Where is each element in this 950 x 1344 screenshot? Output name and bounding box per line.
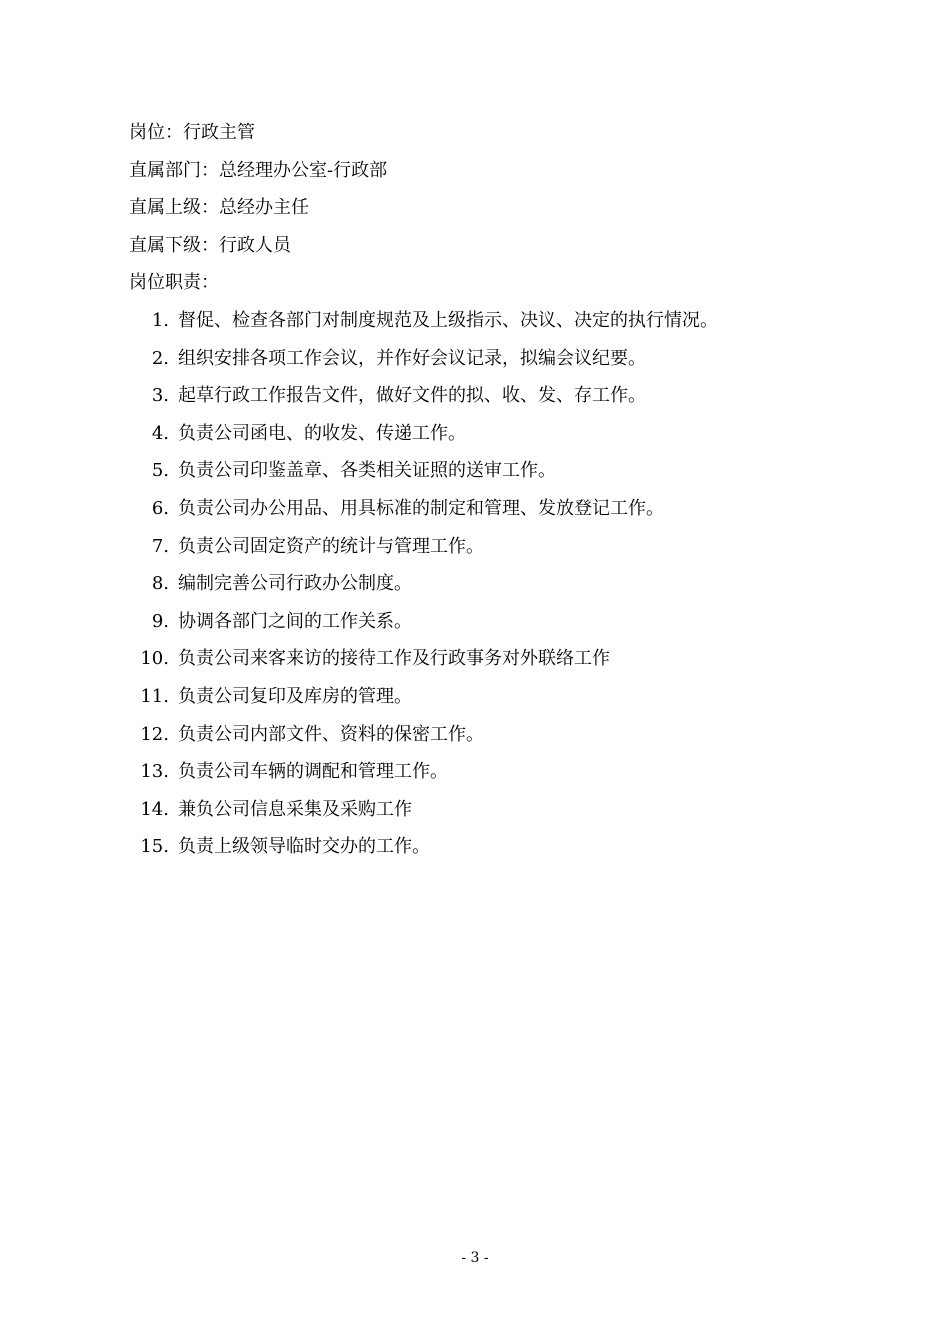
duty-item — [129, 415, 849, 453]
department-line: 直属部门：总经理办公室-行政部 — [129, 159, 388, 181]
duty-item — [129, 490, 849, 528]
duty-text: 负责公司复印及库房的管理。 — [178, 685, 412, 707]
document-body — [129, 114, 849, 866]
duty-item — [129, 565, 849, 603]
duty-item — [129, 791, 849, 829]
duty-number: 13. — [140, 761, 169, 783]
duty-text: 负责公司来客来访的接待工作及行政事务对外联络工作 — [178, 648, 610, 670]
duty-text: 负责公司印鉴盖章、各类相关证照的送审工作。 — [178, 460, 556, 482]
duty-number: 6. — [151, 497, 169, 519]
duty-item — [129, 678, 849, 716]
duty-number: 15. — [140, 836, 169, 858]
duty-text: 组织安排各项工作会议，并作好会议记录，拟编会议纪要。 — [178, 347, 646, 369]
position-line: 岗位：行政主管 — [129, 122, 255, 143]
duty-text: 负责公司办公用品、用具标准的制定和管理、发放登记工作。 — [178, 497, 664, 519]
duty-text: 负责公司函电、的收发、传递工作。 — [178, 422, 466, 444]
duty-number: 12. — [140, 723, 169, 745]
duty-text: 负责公司内部文件、资料的保密工作。 — [178, 723, 484, 745]
duty-number: 8. — [151, 573, 169, 595]
duty-text: 负责公司固定资产的统计与管理工作。 — [178, 535, 484, 557]
duties-list — [129, 302, 849, 866]
duty-item — [129, 452, 849, 490]
duty-number: 3. — [151, 385, 169, 407]
duties-heading: 岗位职责： — [129, 272, 219, 294]
duty-number: 11. — [140, 685, 169, 707]
duty-text: 编制完善公司行政办公制度。 — [178, 573, 412, 595]
duty-number: 2. — [151, 347, 169, 369]
duty-number: 5. — [151, 460, 169, 482]
superior-line: 直属上级：总经办主任 — [129, 197, 309, 219]
duty-text: 起草行政工作报告文件，做好文件的拟、收、发、存工作。 — [178, 385, 646, 407]
duty-item — [129, 302, 849, 340]
duty-text: 督促、检查各部门对制度规范及上级指示、决议、决定的执行情况。 — [178, 309, 718, 331]
duty-text: 协调各部门之间的工作关系。 — [178, 610, 412, 632]
duty-item — [129, 340, 849, 378]
duty-item — [129, 377, 849, 415]
duty-text: 负责上级领导临时交办的工作。 — [178, 836, 430, 858]
duty-number: 1. — [151, 309, 169, 331]
duty-text: 兼负公司信息采集及采购工作 — [178, 798, 412, 820]
duty-item — [129, 753, 849, 791]
duty-text: 负责公司车辆的调配和管理工作。 — [178, 761, 448, 783]
duty-number: 7. — [151, 535, 169, 557]
duty-item — [129, 528, 849, 566]
duty-number: 10. — [140, 648, 169, 670]
duty-item — [129, 603, 849, 641]
duty-item — [129, 828, 849, 866]
duty-number: 14. — [140, 798, 169, 820]
duty-item — [129, 640, 849, 678]
subordinate-line: 直属下级：行政人员 — [129, 234, 291, 256]
duty-item — [129, 716, 849, 754]
page-number: - 3 - — [461, 1250, 489, 1266]
duty-number: 4. — [151, 422, 169, 444]
duty-number: 9. — [151, 610, 169, 632]
